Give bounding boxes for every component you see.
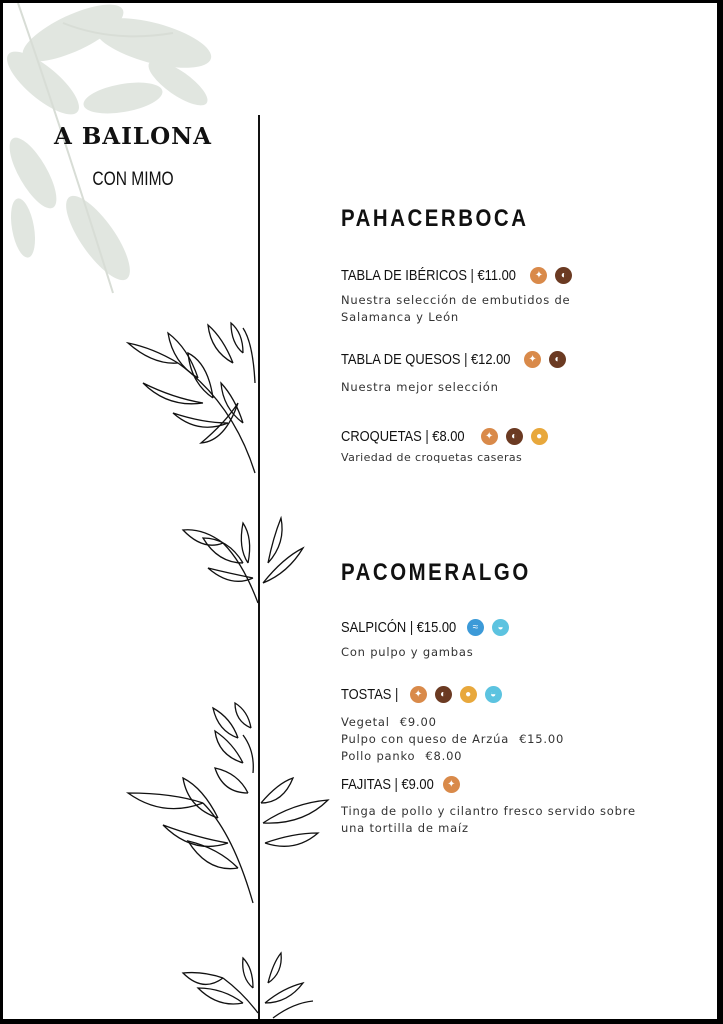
gluten-icon: ✦ bbox=[443, 776, 460, 793]
gluten-icon: ✦ bbox=[410, 686, 427, 703]
brand-tagline: CON MIMO bbox=[92, 169, 174, 190]
variant-price: €9.00 bbox=[399, 715, 437, 729]
section-title-pahacerboca: PAHACERBOCA bbox=[341, 205, 529, 232]
description-line: Nuestra selección de embutidos de bbox=[341, 293, 571, 307]
milk-icon: ◐ bbox=[435, 686, 452, 703]
gluten-icon: ✦ bbox=[530, 267, 547, 284]
variant-price: €8.00 bbox=[425, 749, 463, 763]
egg-icon: ● bbox=[531, 428, 548, 445]
shellfish-icon: ◒ bbox=[485, 686, 502, 703]
menu-item-description: Con pulpo y gambas bbox=[341, 645, 474, 659]
description-line: Tinga de pollo y cilantro fresco servido sobre bbox=[341, 804, 636, 818]
fish-icon: ≈ bbox=[467, 619, 484, 636]
section-title-pacomeralgo: PACOMERALGO bbox=[341, 559, 531, 586]
botanical-vine-illustration bbox=[3, 3, 343, 1019]
description-line: Salamanca y León bbox=[341, 310, 460, 324]
menu-item-name: TABLA DE IBÉRICOS | €11.00 bbox=[341, 267, 516, 284]
menu-item-description bbox=[341, 803, 636, 837]
variant-price: €15.00 bbox=[519, 732, 565, 746]
menu-item-salpicon bbox=[341, 619, 509, 636]
menu-item-variants bbox=[341, 714, 564, 765]
menu-item-description: Variedad de croquetas caseras bbox=[341, 451, 523, 464]
menu-item-name: CROQUETAS | €8.00 bbox=[341, 428, 465, 445]
variant-label: Pulpo con queso de Arzúa bbox=[341, 732, 510, 746]
shellfish-icon: ◒ bbox=[492, 619, 509, 636]
menu-item-description bbox=[341, 292, 570, 326]
gluten-icon: ✦ bbox=[481, 428, 498, 445]
variant-row bbox=[341, 731, 564, 748]
variant-row bbox=[341, 748, 564, 765]
menu-item-name: SALPICÓN | €15.00 bbox=[341, 619, 457, 636]
menu-item-fajitas bbox=[341, 776, 460, 793]
description-line: una tortilla de maíz bbox=[341, 821, 469, 835]
menu-item-name: TABLA DE QUESOS | €12.00 bbox=[341, 351, 511, 368]
menu-page bbox=[3, 3, 717, 1019]
menu-item-tostas bbox=[341, 686, 502, 703]
milk-icon: ◐ bbox=[506, 428, 523, 445]
vertical-divider bbox=[258, 115, 260, 1019]
menu-item-tabla-ibericos bbox=[341, 267, 572, 284]
variant-row bbox=[341, 714, 564, 731]
menu-item-tabla-quesos bbox=[341, 351, 566, 368]
milk-icon: ◐ bbox=[555, 267, 572, 284]
menu-item-name: FAJITAS | €9.00 bbox=[341, 776, 434, 793]
gluten-icon: ✦ bbox=[524, 351, 541, 368]
egg-icon: ● bbox=[460, 686, 477, 703]
brand-title: A BAILONA bbox=[54, 123, 212, 150]
menu-item-name: TOSTAS | bbox=[341, 686, 399, 703]
menu-item-description: Nuestra mejor selección bbox=[341, 380, 499, 394]
milk-icon: ◐ bbox=[549, 351, 566, 368]
variant-label: Pollo panko bbox=[341, 749, 416, 763]
menu-item-croquetas bbox=[341, 428, 548, 445]
variant-label: Vegetal bbox=[341, 715, 390, 729]
